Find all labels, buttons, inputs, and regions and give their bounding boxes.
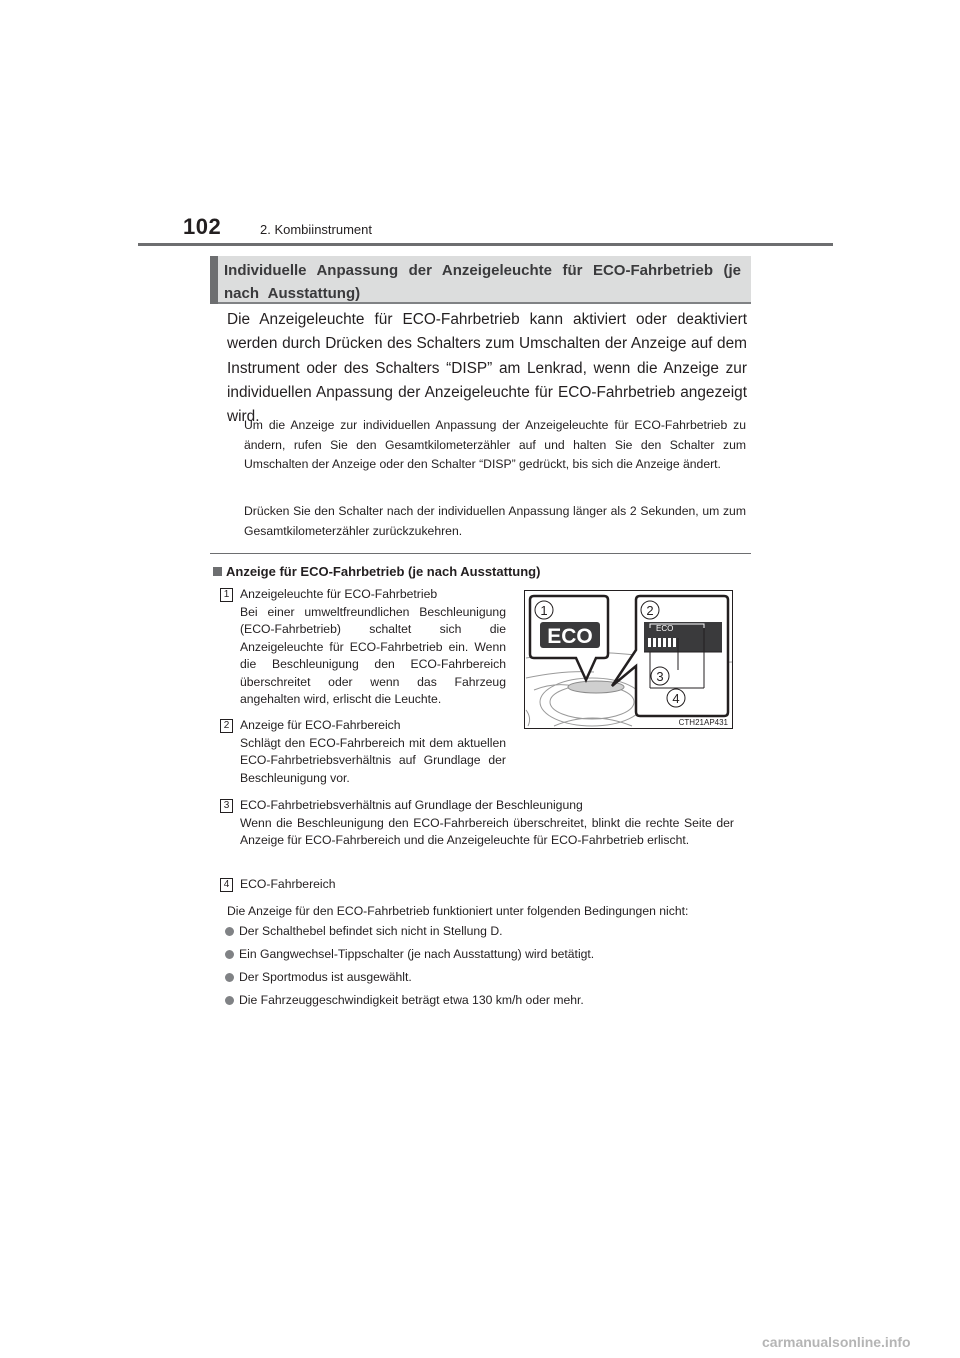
legend-title: Anzeige für ECO-Fahrbereich: [240, 718, 401, 732]
legend-number: 4: [220, 878, 233, 892]
bullet-icon: [225, 927, 234, 936]
section-title: Individuelle Anpassung der Anzeigeleuchte für ECO-Fahrbetrieb (je nach Ausstattung): [224, 262, 741, 302]
bullet-icon: [225, 950, 234, 959]
subsection-rule: [210, 553, 751, 554]
legend-title: Anzeigeleuchte für ECO-Fahrbetrieb: [240, 587, 438, 601]
condition-text: Der Schalthebel befindet sich nicht in Stellung D.: [239, 924, 503, 938]
chapter-title: 2. Kombiinstrument: [260, 222, 372, 237]
square-bullet-icon: [213, 567, 222, 576]
callout-2-number: 2: [646, 603, 654, 618]
section-title-bar: [210, 256, 218, 304]
legend-item: [223, 717, 506, 787]
figure-code: CTH21AP431: [678, 718, 728, 727]
condition-text: Ein Gangwechsel-Tippschalter (je nach Ausstattung) wird betätigt.: [239, 947, 595, 961]
note-paragraph: Um die Anzeige zur individuellen Anpassung der Anzeigeleuchte für ECO-Fahrbetrieb zu ändern, rufen Sie den Gesamtkilometerzähler auf und halten Sie den Schalter zum Umschalten der Anzeige oder den Schalter “DISP” gedrückt, bis sich die Anzeige ändert.: [244, 418, 746, 471]
bullet-icon: [225, 973, 234, 982]
legend-title: ECO-Fahrbereich: [240, 877, 336, 891]
legend-item: [223, 876, 734, 894]
gauge-segment: [673, 638, 676, 647]
legend-title: ECO-Fahrbetriebsverhältnis auf Grundlage der Beschleunigung: [240, 798, 583, 812]
condition-text: Die Fahrzeuggeschwindigkeit beträgt etwa 130 km/h oder mehr.: [239, 993, 584, 1007]
conditions-intro: Die Anzeige für den ECO-Fahrbetrieb funktioniert unter folgenden Bedingungen nicht:: [227, 904, 689, 918]
condition-text: Der Sportmodus ist ausgewählt.: [239, 970, 412, 984]
gauge-segment: [653, 638, 656, 647]
gauge-segment: [658, 638, 661, 647]
legend-description: Bei einer umweltfreundlichen Beschleunigung (ECO-Fahrbetrieb) schaltet sich die Anzeigeleuchte für ECO-Fahrbetrieb ein. Wenn die Beschleunigung den ECO-Fahrbereich überschreitet oder wenn das Fahrzeug angehalten wird, erlischt die Leuchte.: [240, 604, 506, 706]
legend-description: Schlägt den ECO-Fahrbereich mit dem aktuellen ECO-Fahrbetriebsverhältnis auf Grundlage der Beschleunigung vor.: [240, 735, 506, 785]
list-item: [225, 989, 594, 1012]
subsection-heading-text: Anzeige für ECO-Fahrbetrieb (je nach Ausstattung): [226, 564, 541, 579]
gauge-segment: [668, 638, 671, 647]
legend-number: 3: [220, 799, 233, 813]
legend-number: 2: [220, 719, 233, 733]
eco-display-figure: [524, 590, 733, 729]
legend-description: Wenn die Beschleunigung den ECO-Fahrbereich überschreitet, blinkt die rechte Seite der Anzeige für ECO-Fahrbereich und die Anzeigeleuchte für ECO-Fahrbetrieb erlischt.: [240, 815, 734, 847]
intro-paragraph: Die Anzeigeleuchte für ECO-Fahrbetrieb kann aktiviert oder deaktiviert werden durch Drücken des Schalters zum Umschalten der Anzeige auf dem Instrument oder des Schalters “DISP” am Lenkrad, wenn die Anzeige zur individuellen Anpassung der Anzeigeleuchte für ECO-Fahrbetrieb angezeigt wird.: [227, 311, 747, 426]
list-item: [225, 966, 594, 989]
list-item: [225, 943, 594, 966]
eco-gauge-label: ECO: [656, 624, 674, 633]
note-paragraph: Drücken Sie den Schalter nach der individuellen Anpassung länger als 2 Sekunden, um zum Gesamtkilometerzähler zurückzukehren.: [244, 504, 746, 538]
callout-1-number: 1: [540, 603, 548, 618]
gauge-segment: [663, 638, 666, 647]
conditions-list: [225, 920, 594, 1012]
header-rule: [138, 243, 833, 246]
list-item: [225, 920, 594, 943]
watermark: carmanualsonline.info: [762, 1334, 911, 1350]
bullet-icon: [225, 996, 234, 1005]
callout-3-number: 3: [656, 669, 664, 684]
legend-number: 1: [220, 588, 233, 602]
gauge-segment: [648, 638, 651, 647]
subsection-heading: [213, 564, 540, 579]
callout-4-number: 4: [672, 691, 680, 706]
eco-badge-text: ECO: [547, 625, 593, 648]
legend-item: [223, 797, 734, 850]
legend-item: [223, 586, 506, 709]
page-number: 102: [183, 214, 222, 239]
